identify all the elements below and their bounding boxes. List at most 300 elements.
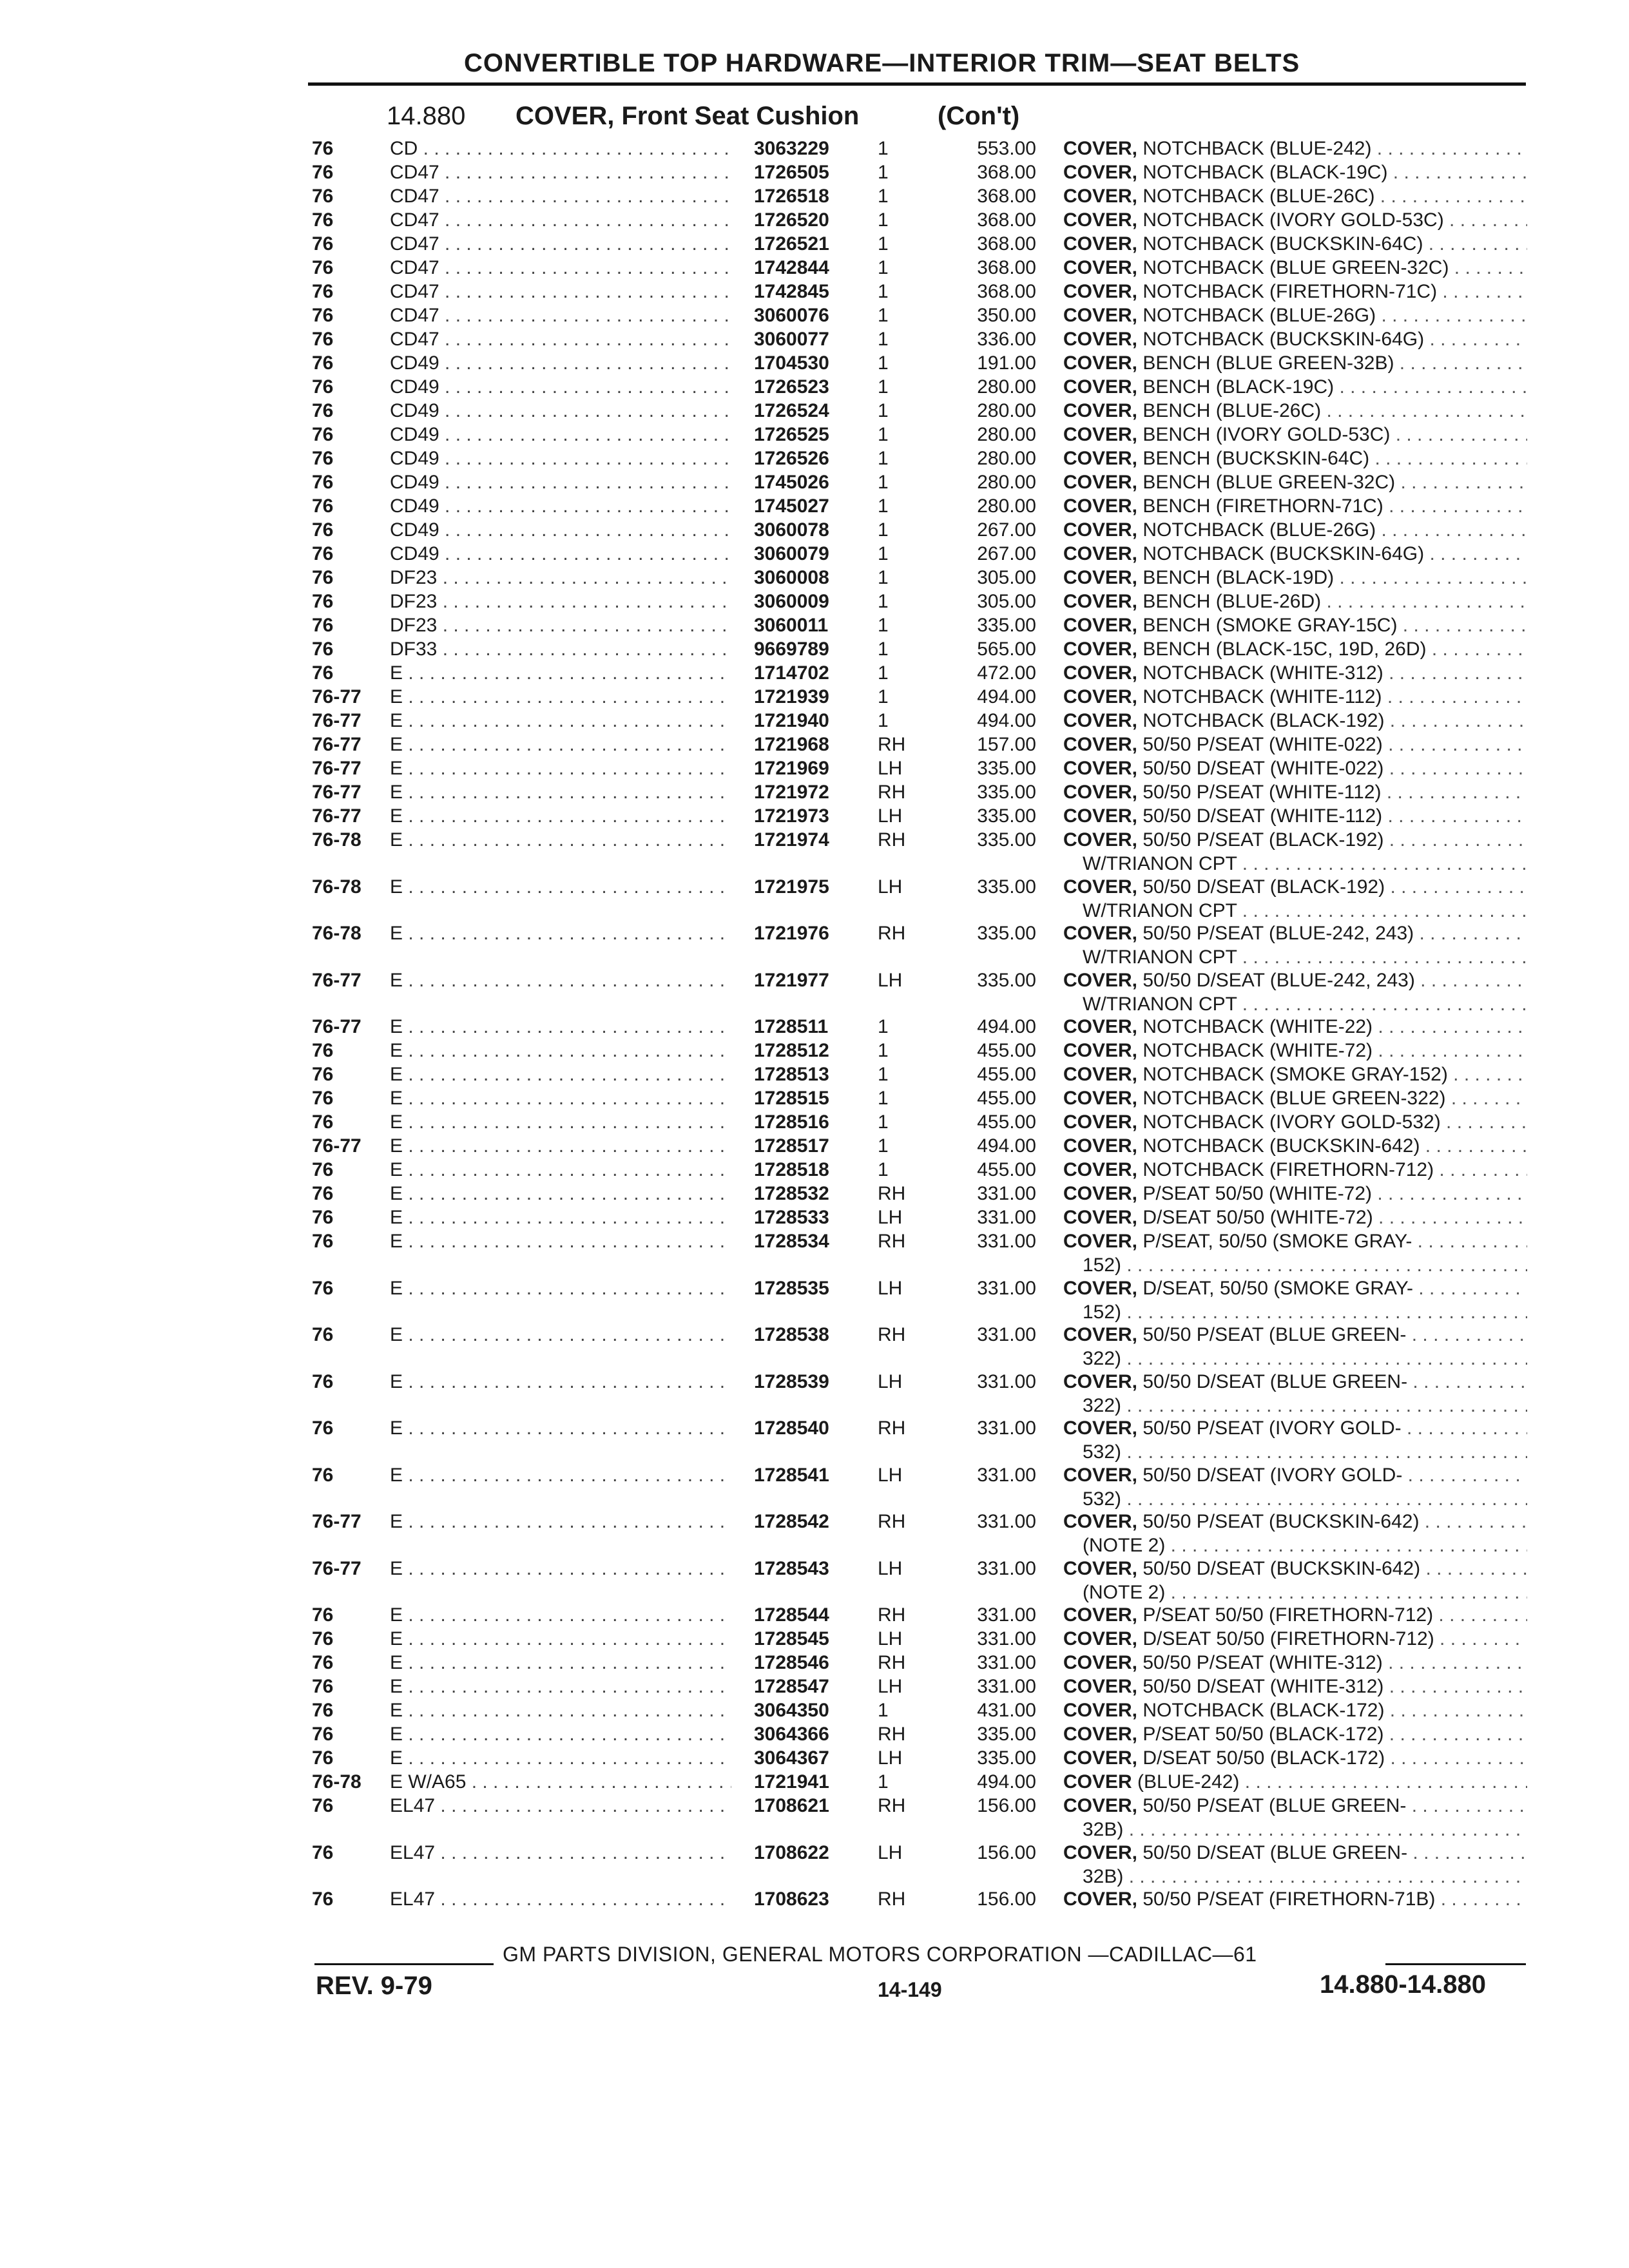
row-description: [1063, 828, 1527, 852]
row-part-number: 1728541: [754, 1465, 829, 1486]
row-part-number: 3063229: [754, 138, 829, 159]
row-description-text: NOTCHBACK (BUCKSKIN-64G): [1142, 329, 1425, 350]
row-keyword: COVER,: [1063, 400, 1138, 421]
row-year: 76-77: [312, 805, 361, 827]
row-keyword: COVER,: [1063, 1724, 1138, 1745]
row-model: EL47 . . .: [390, 1794, 731, 1818]
row-year: 76: [312, 519, 334, 541]
row-model: E . . .: [390, 968, 731, 992]
row-quantity: RH: [878, 1604, 906, 1626]
row-part-number: 1742844: [754, 257, 829, 278]
row-year: 76-77: [312, 782, 361, 803]
row-keyword: COVER,: [1063, 424, 1138, 445]
row-price: 280.00: [977, 472, 1036, 493]
row-price: 305.00: [977, 591, 1036, 612]
row-description-text: 50/50 D/SEAT (WHITE-112): [1142, 805, 1383, 827]
row-description-text: BENCH (FIRETHORN-71C): [1142, 495, 1383, 517]
row-year: 76: [312, 1040, 334, 1061]
row-quantity: 1: [878, 257, 889, 278]
row-description-text: NOTCHBACK (BLACK-192): [1142, 710, 1385, 731]
row-model: CD47 . . .: [390, 280, 731, 303]
row-keyword: COVER,: [1063, 495, 1138, 517]
row-keyword: COVER,: [1063, 639, 1138, 660]
row-quantity: RH: [878, 1795, 906, 1816]
row-model: E . . .: [390, 1557, 731, 1581]
row-keyword: COVER,: [1063, 1465, 1138, 1486]
row-keyword: COVER,: [1063, 1747, 1138, 1769]
row-description-continued: W/TRIANON CPT . . .: [1083, 992, 1527, 1016]
row-year: 76: [312, 1064, 334, 1085]
table-row: [0, 1510, 1629, 1556]
row-price: 335.00: [977, 923, 1036, 944]
row-price: 368.00: [977, 281, 1036, 302]
row-keyword: COVER,: [1063, 970, 1138, 991]
row-keyword: COVER,: [1063, 1511, 1138, 1532]
row-keyword: COVER,: [1063, 923, 1138, 944]
row-quantity: 1: [878, 1771, 889, 1792]
row-description: [1063, 1086, 1527, 1110]
row-description-text: P/SEAT 50/50 (BLACK-172): [1142, 1724, 1384, 1745]
row-keyword: COVER,: [1063, 662, 1138, 684]
table-row: [0, 303, 1629, 327]
row-keyword: COVER,: [1063, 1159, 1138, 1180]
footer-rule-right: [1385, 1963, 1526, 1965]
row-year: 76: [312, 1888, 334, 1910]
row-price: 472.00: [977, 662, 1036, 684]
row-keyword: COVER,: [1063, 1231, 1138, 1252]
row-price: 335.00: [977, 876, 1036, 898]
row-part-number: 1708622: [754, 1842, 829, 1863]
row-price: 335.00: [977, 970, 1036, 991]
row-quantity: 1: [878, 639, 889, 660]
row-year: 76: [312, 1795, 334, 1816]
row-model: CD49 . . .: [390, 518, 731, 542]
table-row: [0, 351, 1629, 375]
row-keyword: COVER,: [1063, 543, 1138, 564]
row-year: 76: [312, 1652, 334, 1673]
row-description: [1063, 423, 1527, 447]
row-model: E . . .: [390, 1206, 731, 1229]
row-quantity: LH: [878, 1747, 903, 1769]
table-row: [0, 1039, 1629, 1062]
row-year: 76-77: [312, 1016, 361, 1037]
row-model: E . . .: [390, 1370, 731, 1394]
row-price: 553.00: [977, 138, 1036, 159]
row-part-number: 1721975: [754, 876, 829, 898]
row-description-text: 50/50 P/SEAT (BLUE GREEN-: [1142, 1324, 1407, 1345]
row-description: [1063, 399, 1527, 423]
row-year: 76: [312, 1278, 334, 1299]
table-row: [0, 1370, 1629, 1416]
table-row: [0, 756, 1629, 780]
row-quantity: RH: [878, 1511, 906, 1532]
row-price: 335.00: [977, 829, 1036, 850]
row-description-text: NOTCHBACK (BLUE-26C): [1142, 186, 1375, 207]
row-keyword: COVER,: [1063, 1207, 1138, 1228]
table-row: [0, 780, 1629, 804]
row-keyword: COVER,: [1063, 352, 1138, 374]
row-price: 494.00: [977, 710, 1036, 731]
row-year: 76: [312, 1724, 334, 1745]
row-year: 76: [312, 352, 334, 374]
table-row: [0, 1651, 1629, 1675]
row-year: 76: [312, 1159, 334, 1180]
table-row: [0, 1722, 1629, 1746]
row-part-number: 1726523: [754, 376, 829, 398]
row-quantity: 1: [878, 1088, 889, 1109]
row-model: E . . .: [390, 875, 731, 899]
row-keyword: COVER,: [1063, 1088, 1138, 1109]
row-price: 368.00: [977, 257, 1036, 278]
row-description: [1063, 1370, 1527, 1394]
row-part-number: 1728539: [754, 1371, 829, 1392]
row-description-text: NOTCHBACK (BLACK-19C): [1142, 162, 1388, 183]
row-description-text: NOTCHBACK (SMOKE GRAY-152): [1142, 1064, 1448, 1085]
table-row: [0, 208, 1629, 232]
footer-division: GM PARTS DIVISION, GENERAL MOTORS CORPORATION —CADILLAC—61: [503, 1943, 1257, 1966]
row-model: E . . .: [390, 709, 731, 733]
row-description: [1063, 1158, 1527, 1182]
table-row: [0, 1794, 1629, 1840]
row-quantity: 1: [878, 543, 889, 564]
row-quantity: RH: [878, 1888, 906, 1910]
row-quantity: LH: [878, 758, 903, 779]
row-year: 76: [312, 329, 334, 350]
row-description-text: 50/50 D/SEAT (BLACK-192): [1142, 876, 1385, 898]
row-part-number: 3060009: [754, 591, 829, 612]
row-model: E . . .: [390, 1015, 731, 1039]
row-description: [1063, 470, 1527, 494]
row-description-text: NOTCHBACK (BUCKSKIN-64G): [1142, 543, 1425, 564]
row-keyword: COVER,: [1063, 1371, 1138, 1392]
table-row: [0, 1134, 1629, 1158]
row-model: E . . .: [390, 1229, 731, 1253]
page-title: CONVERTIBLE TOP HARDWARE—INTERIOR TRIM—SEAT BELTS: [464, 49, 1300, 77]
row-part-number: 1728532: [754, 1183, 829, 1204]
table-row: [0, 447, 1629, 470]
row-description-continued: 32B) . . .: [1083, 1818, 1527, 1841]
row-keyword: COVER,: [1063, 591, 1138, 612]
row-keyword: COVER,: [1063, 257, 1138, 278]
table-row: [0, 1698, 1629, 1722]
row-description: [1063, 327, 1527, 351]
row-description-text: 50/50 P/SEAT (FIRETHORN-71B): [1142, 1888, 1436, 1910]
row-model: CD49 . . .: [390, 470, 731, 494]
table-row: [0, 1746, 1629, 1770]
row-year: 76-78: [312, 829, 361, 850]
row-description: [1063, 1722, 1527, 1746]
row-part-number: 1745027: [754, 495, 829, 517]
row-price: 455.00: [977, 1111, 1036, 1133]
row-description: [1063, 1062, 1527, 1086]
table-row: [0, 1276, 1629, 1323]
row-keyword: COVER,: [1063, 876, 1138, 898]
row-model: E . . .: [390, 921, 731, 945]
table-row: [0, 637, 1629, 661]
row-description: [1063, 1110, 1527, 1134]
row-year: 76: [312, 162, 334, 183]
row-price: 331.00: [977, 1465, 1036, 1486]
row-year: 76-77: [312, 1135, 361, 1157]
row-description-text: NOTCHBACK (BUCKSKIN-642): [1142, 1135, 1420, 1157]
row-model: E W/A65 . . .: [390, 1770, 731, 1794]
row-description: [1063, 1416, 1527, 1440]
row-quantity: 1: [878, 162, 889, 183]
row-model: CD49 . . .: [390, 447, 731, 470]
row-year: 76: [312, 639, 334, 660]
row-quantity: 1: [878, 591, 889, 612]
row-quantity: 1: [878, 448, 889, 469]
row-price: 455.00: [977, 1088, 1036, 1109]
row-quantity: 1: [878, 376, 889, 398]
row-part-number: 1726520: [754, 209, 829, 231]
row-description-text: D/SEAT 50/50 (BLACK-172): [1142, 1747, 1385, 1769]
row-year: 76: [312, 1111, 334, 1133]
row-price: 335.00: [977, 615, 1036, 636]
row-part-number: 3060076: [754, 305, 829, 326]
row-part-number: 1728546: [754, 1652, 829, 1673]
table-row: [0, 1062, 1629, 1086]
row-model: CD47 . . .: [390, 256, 731, 280]
row-description: [1063, 375, 1527, 399]
section-continued: (Con't): [938, 102, 1020, 130]
row-model: E . . .: [390, 756, 731, 780]
section-number: 14.880: [387, 102, 466, 130]
row-part-number: 1721968: [754, 734, 829, 755]
row-price: 331.00: [977, 1183, 1036, 1204]
row-quantity: 1: [878, 1700, 889, 1721]
table-row: [0, 1627, 1629, 1651]
row-model: E . . .: [390, 1651, 731, 1675]
row-price: 335.00: [977, 758, 1036, 779]
row-year: 76: [312, 567, 334, 588]
row-description: [1063, 566, 1527, 590]
row-price: 336.00: [977, 329, 1036, 350]
row-quantity: 1: [878, 281, 889, 302]
row-keyword: COVER,: [1063, 162, 1138, 183]
row-keyword: COVER,: [1063, 1135, 1138, 1157]
row-price: 280.00: [977, 424, 1036, 445]
row-model: CD47 . . .: [390, 208, 731, 232]
row-quantity: LH: [878, 1628, 903, 1649]
row-price: 368.00: [977, 209, 1036, 231]
table-row: [0, 1182, 1629, 1206]
row-description: [1063, 661, 1527, 685]
row-price: 331.00: [977, 1207, 1036, 1228]
row-keyword: COVER,: [1063, 1628, 1138, 1649]
row-part-number: 1728535: [754, 1278, 829, 1299]
row-keyword: COVER,: [1063, 1418, 1138, 1439]
row-quantity: LH: [878, 805, 903, 827]
row-price: 331.00: [977, 1558, 1036, 1579]
table-row: [0, 685, 1629, 709]
table-row: [0, 542, 1629, 566]
row-model: E . . .: [390, 1627, 731, 1651]
row-year: 76: [312, 1183, 334, 1204]
row-description-text: D/SEAT 50/50 (FIRETHORN-712): [1142, 1628, 1434, 1649]
row-part-number: 1728516: [754, 1111, 829, 1133]
row-model: CD49 . . .: [390, 375, 731, 399]
row-keyword: COVER,: [1063, 1016, 1138, 1037]
row-description: [1063, 303, 1527, 327]
row-price: 280.00: [977, 448, 1036, 469]
row-model: E . . .: [390, 1134, 731, 1158]
row-year: 76: [312, 1676, 334, 1697]
row-quantity: LH: [878, 970, 903, 991]
row-year: 76: [312, 376, 334, 398]
row-year: 76: [312, 138, 334, 159]
row-description-text: NOTCHBACK (IVORY GOLD-532): [1142, 1111, 1441, 1133]
row-quantity: LH: [878, 1207, 903, 1228]
row-year: 76: [312, 233, 334, 255]
row-model: CD47 . . .: [390, 160, 731, 184]
row-model: CD49 . . .: [390, 423, 731, 447]
row-price: 494.00: [977, 1135, 1036, 1157]
row-quantity: LH: [878, 1371, 903, 1392]
row-year: 76-77: [312, 1558, 361, 1579]
row-model: E . . .: [390, 1722, 731, 1746]
row-quantity: LH: [878, 1842, 903, 1863]
table-row: [0, 232, 1629, 256]
row-year: 76: [312, 1604, 334, 1626]
row-description-text: NOTCHBACK (BLUE-26G): [1142, 519, 1376, 541]
row-keyword: COVER,: [1063, 448, 1138, 469]
row-year: 76: [312, 1418, 334, 1439]
row-quantity: LH: [878, 1278, 903, 1299]
row-price: 335.00: [977, 1724, 1036, 1745]
row-description-text: 50/50 D/SEAT (WHITE-312): [1142, 1676, 1384, 1697]
row-description-text: BENCH (SMOKE GRAY-15C): [1142, 615, 1398, 636]
row-quantity: RH: [878, 1324, 906, 1345]
row-model: E . . .: [390, 1110, 731, 1134]
row-model: E . . .: [390, 1158, 731, 1182]
row-model: E . . .: [390, 1510, 731, 1533]
row-quantity: LH: [878, 876, 903, 898]
row-description: [1063, 184, 1527, 208]
row-keyword: COVER,: [1063, 209, 1138, 231]
row-description: [1063, 1698, 1527, 1722]
row-part-number: 1721941: [754, 1771, 829, 1792]
row-description-text: BENCH (BLACK-15C, 19D, 26D): [1142, 639, 1427, 660]
row-model: E . . .: [390, 1416, 731, 1440]
row-part-number: 1728517: [754, 1135, 829, 1157]
row-description: [1063, 709, 1527, 733]
row-price: 368.00: [977, 233, 1036, 255]
table-row: [0, 1463, 1629, 1510]
row-quantity: 1: [878, 567, 889, 588]
row-model: CD49 . . .: [390, 542, 731, 566]
row-description: [1063, 1229, 1527, 1253]
row-year: 76: [312, 1700, 334, 1721]
table-row: [0, 1841, 1629, 1887]
table-row: [0, 1557, 1629, 1603]
row-description: [1063, 1603, 1527, 1627]
row-keyword: COVER,: [1063, 1064, 1138, 1085]
row-year: 76: [312, 662, 334, 684]
row-description: [1063, 1841, 1527, 1865]
row-year: 76-77: [312, 1511, 361, 1532]
row-part-number: 1728534: [754, 1231, 829, 1252]
row-model: E . . .: [390, 828, 731, 852]
row-part-number: 1726505: [754, 162, 829, 183]
row-keyword: COVER,: [1063, 281, 1138, 302]
row-year: 76: [312, 305, 334, 326]
row-year: 76: [312, 186, 334, 207]
row-price: 331.00: [977, 1652, 1036, 1673]
row-year: 76: [312, 591, 334, 612]
row-part-number: 3060079: [754, 543, 829, 564]
row-model: EL47 . . .: [390, 1841, 731, 1865]
row-description: [1063, 280, 1527, 303]
row-model: E . . .: [390, 1746, 731, 1770]
row-keyword: COVER,: [1063, 1888, 1138, 1910]
row-quantity: 1: [878, 329, 889, 350]
row-year: 76-78: [312, 923, 361, 944]
row-part-number: 1726521: [754, 233, 829, 255]
row-part-number: 1728540: [754, 1418, 829, 1439]
row-quantity: RH: [878, 829, 906, 850]
row-part-number: 1721977: [754, 970, 829, 991]
row-description-text: NOTCHBACK (BLACK-172): [1142, 1700, 1385, 1721]
row-quantity: 1: [878, 209, 889, 231]
row-price: 494.00: [977, 686, 1036, 707]
row-description: [1063, 1510, 1527, 1533]
row-description-continued: 32B) . . .: [1083, 1865, 1527, 1888]
row-quantity: 1: [878, 1040, 889, 1061]
table-row: [0, 921, 1629, 968]
row-description-text: NOTCHBACK (BLUE GREEN-32C): [1142, 257, 1449, 278]
row-part-number: 1728543: [754, 1558, 829, 1579]
row-description: [1063, 590, 1527, 613]
row-description: [1063, 542, 1527, 566]
row-description-text: 50/50 D/SEAT (BLUE-242, 243): [1142, 970, 1415, 991]
row-keyword: COVER,: [1063, 829, 1138, 850]
row-part-number: 1726518: [754, 186, 829, 207]
row-description-text: 50/50 P/SEAT (BLACK-192): [1142, 829, 1384, 850]
row-description: [1063, 256, 1527, 280]
row-description-continued: 532) . . .: [1083, 1487, 1527, 1511]
row-part-number: 1708623: [754, 1888, 829, 1910]
row-description: [1063, 1463, 1527, 1487]
row-year: 76: [312, 400, 334, 421]
row-price: 331.00: [977, 1324, 1036, 1345]
row-quantity: 1: [878, 1159, 889, 1180]
row-price: 335.00: [977, 782, 1036, 803]
row-model: E . . .: [390, 804, 731, 828]
row-year: 76: [312, 209, 334, 231]
row-part-number: 1728545: [754, 1628, 829, 1649]
row-part-number: 3060077: [754, 329, 829, 350]
row-model: E . . .: [390, 1323, 731, 1347]
row-keyword: COVER,: [1063, 1604, 1138, 1626]
table-row: [0, 1206, 1629, 1229]
row-description-text: NOTCHBACK (BLUE GREEN-322): [1142, 1088, 1446, 1109]
row-price: 331.00: [977, 1231, 1036, 1252]
row-quantity: 1: [878, 138, 889, 159]
row-description-text: (BLUE-242): [1137, 1771, 1240, 1792]
row-description-text: D/SEAT 50/50 (WHITE-72): [1142, 1207, 1373, 1228]
row-model: CD47 . . .: [390, 303, 731, 327]
table-row: [0, 1158, 1629, 1182]
row-keyword: COVER,: [1063, 734, 1138, 755]
row-quantity: 1: [878, 400, 889, 421]
row-quantity: 1: [878, 615, 889, 636]
row-description: [1063, 1675, 1527, 1698]
row-year: 76: [312, 1842, 334, 1863]
row-model: E . . .: [390, 1276, 731, 1300]
row-keyword: COVER,: [1063, 233, 1138, 255]
row-quantity: 1: [878, 686, 889, 707]
